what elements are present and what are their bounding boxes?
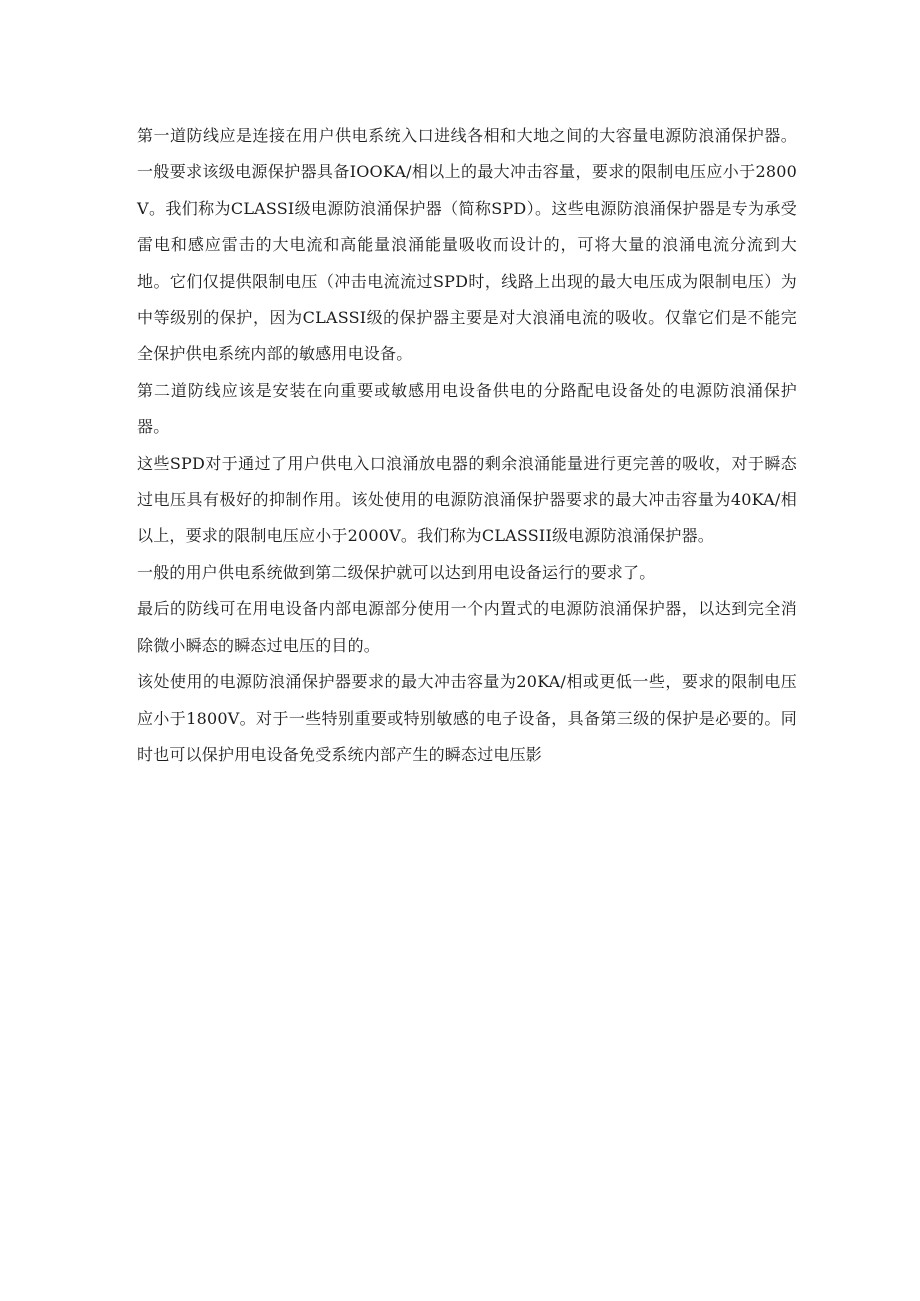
paragraph-last-line-of-defense: 最后的防线可在用电设备内部电源部分使用一个内置式的电源防浪涌保护器，以达到完全消除微小瞬态的瞬态过电压的目的。 [137,599,797,655]
paragraph-spd-class-ii: 这些SPD对于通过了用户供电入口浪涌放电器的剩余浪涌能量进行更完善的吸收，对于瞬态过电压具有极好的抑制作用。该处使用的电源防浪涌保护器要求的最大冲击容量为40KA/相以上，要求的限制电压应小于2000V。我们称为CLASSII级电源防浪涌保护器。 [137,453,797,546]
paragraph-second-level-sufficient: 一般的用户供电系统做到第二级保护就可以达到用电设备运行的要求了。 [137,562,656,582]
document-body [137,118,797,773]
paragraph-first-line-of-defense: 第一道防线应是连接在用户供电系统入口进线各相和大地之间的大容量电源防浪涌保护器。一般要求该级电源保护器具备IOOKA/相以上的最大冲击容量，要求的限制电压应小于2800V。我们称为CLASSI级电源防浪涌保护器（简称SPD）。这些电源防浪涌保护器是专为承受雷电和感应雷击的大电流和高能量浪涌能量吸收而设计的，可将大量的浪涌电流分流到大地。它们仅提供限制电压（冲击电流流过SPD时，线路上出现的最大电压成为限制电压）为中等级别的保护，因为CLASSI级的保护器主要是对大浪涌电流的吸收。仅靠它们是不能完全保护供电系统内部的敏感用电设备。 [137,126,797,364]
paragraph-third-level-protection: 该处使用的电源防浪涌保护器要求的最大冲击容量为20KA/相或更低一些，要求的限制电压应小于1800V。对于一些特别重要或特别敏感的电子设备，具备第三级的保护是必要的。同时也可以保护用电设备免受系统内部产生的瞬态过电压影 [137,672,797,764]
paragraph-second-line-of-defense: 第二道防线应该是安装在向重要或敏感用电设备供电的分路配电设备处的电源防浪涌保护器。 [137,380,797,437]
